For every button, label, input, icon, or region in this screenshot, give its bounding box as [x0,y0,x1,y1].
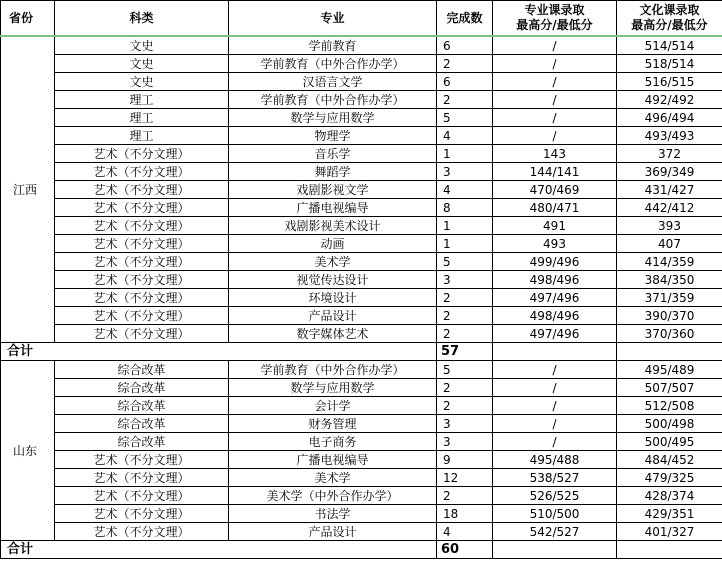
category-cell: 艺术（不分文理） [55,217,229,235]
completed-cell: 2 [437,325,493,343]
culture-score-cell: 492/492 [617,91,722,109]
table-body [1,36,722,559]
culture-score-cell: 370/360 [617,325,722,343]
header-completed: 完成数 [437,1,493,37]
completed-cell: 2 [437,289,493,307]
completed-cell: 2 [437,55,493,73]
major-score-cell: 497/496 [493,289,617,307]
culture-score-cell: 512/508 [617,397,722,415]
category-cell: 艺术（不分文理） [55,145,229,163]
completed-cell: 5 [437,253,493,271]
category-cell: 艺术（不分文理） [55,451,229,469]
completed-cell: 3 [437,271,493,289]
culture-score-cell: 428/374 [617,487,722,505]
table-row [1,91,722,109]
major-score-cell: 493 [493,235,617,253]
province-cell: 江西 [1,36,55,343]
major-cell: 戏剧影视文学 [229,181,437,199]
table-row [1,253,722,271]
header-culture-score-line2: 最高分/最低分 [631,18,708,32]
major-cell: 数学与应用数学 [229,109,437,127]
category-cell: 综合改革 [55,379,229,397]
table-row [1,55,722,73]
table-row [1,505,722,523]
header-major-score-line1: 专业课录取 [524,3,585,17]
culture-score-cell: 496/494 [617,109,722,127]
major-score-cell: 499/496 [493,253,617,271]
category-cell: 综合改革 [55,361,229,379]
category-cell: 艺术（不分文理） [55,487,229,505]
header-culture-score-line1: 文化课录取 [639,3,700,17]
major-score-cell: 144/141 [493,163,617,181]
major-cell: 广播电视编导 [229,451,437,469]
culture-score-cell: 393 [617,217,722,235]
major-cell: 物理学 [229,127,437,145]
category-cell: 艺术（不分文理） [55,181,229,199]
completed-cell: 4 [437,523,493,541]
table-row [1,397,722,415]
completed-cell: 3 [437,163,493,181]
major-cell: 书法学 [229,505,437,523]
culture-score-cell: 479/325 [617,469,722,487]
header-major-score [493,1,617,37]
category-cell: 文史 [55,55,229,73]
header-major: 专业 [229,1,437,37]
completed-cell: 2 [437,397,493,415]
culture-score-cell: 484/452 [617,451,722,469]
total-value: 60 [437,541,493,559]
major-score-cell: / [493,36,617,55]
completed-cell: 4 [437,127,493,145]
major-score-cell: / [493,415,617,433]
major-score-cell: / [493,397,617,415]
culture-score-cell: 495/489 [617,361,722,379]
category-cell: 理工 [55,109,229,127]
major-score-cell: 491 [493,217,617,235]
culture-score-cell: 518/514 [617,55,722,73]
major-cell: 音乐学 [229,145,437,163]
completed-cell: 2 [437,91,493,109]
major-score-cell: / [493,433,617,451]
major-score-cell: / [493,91,617,109]
completed-cell: 2 [437,379,493,397]
completed-cell: 3 [437,433,493,451]
culture-score-cell: 516/515 [617,73,722,91]
major-score-cell: 498/496 [493,307,617,325]
category-cell: 综合改革 [55,397,229,415]
category-cell: 艺术（不分文理） [55,523,229,541]
major-cell: 数学与应用数学 [229,379,437,397]
culture-score-cell: 372 [617,145,722,163]
table-row [1,307,722,325]
table-row [1,73,722,91]
major-score-cell: / [493,379,617,397]
major-cell: 学前教育（中外合作办学） [229,361,437,379]
culture-score-cell: 500/495 [617,433,722,451]
header-culture-score [617,1,722,37]
major-cell: 美术学 [229,469,437,487]
completed-cell: 1 [437,145,493,163]
major-score-cell: 480/471 [493,199,617,217]
major-cell: 财务管理 [229,415,437,433]
table-row [1,109,722,127]
major-cell: 广播电视编导 [229,199,437,217]
major-cell: 汉语言文学 [229,73,437,91]
category-cell: 文史 [55,36,229,55]
major-cell: 学前教育（中外合作办学） [229,55,437,73]
culture-score-cell: 371/359 [617,289,722,307]
major-score-cell: 470/469 [493,181,617,199]
major-score-cell: / [493,73,617,91]
table-row [1,163,722,181]
major-score-cell: / [493,127,617,145]
category-cell: 艺术（不分文理） [55,469,229,487]
table-row [1,469,722,487]
category-cell: 艺术（不分文理） [55,289,229,307]
culture-score-cell: 401/327 [617,523,722,541]
major-score-cell: 495/488 [493,451,617,469]
culture-score-cell: 442/412 [617,199,722,217]
completed-cell: 18 [437,505,493,523]
category-cell: 艺术（不分文理） [55,163,229,181]
major-cell: 美术学（中外合作办学） [229,487,437,505]
completed-cell: 5 [437,109,493,127]
culture-score-cell: 514/514 [617,36,722,55]
culture-score-cell: 384/350 [617,271,722,289]
table-row [1,523,722,541]
table-row [1,289,722,307]
header-major-score-line2: 最高分/最低分 [516,18,593,32]
major-cell: 环境设计 [229,289,437,307]
total-empty-cell [493,541,617,559]
completed-cell: 8 [437,199,493,217]
category-cell: 艺术（不分文理） [55,253,229,271]
header-category: 科类 [55,1,229,37]
completed-cell: 6 [437,36,493,55]
major-score-cell: 497/496 [493,325,617,343]
category-cell: 艺术（不分文理） [55,271,229,289]
culture-score-cell: 414/359 [617,253,722,271]
category-cell: 综合改革 [55,415,229,433]
major-cell: 美术学 [229,253,437,271]
completed-cell: 6 [437,73,493,91]
table-row [1,415,722,433]
major-cell: 视觉传达设计 [229,271,437,289]
major-score-cell: 143 [493,145,617,163]
culture-score-cell: 493/493 [617,127,722,145]
culture-score-cell: 507/507 [617,379,722,397]
completed-cell: 1 [437,235,493,253]
table-row [1,379,722,397]
completed-cell: 2 [437,487,493,505]
completed-cell: 4 [437,181,493,199]
major-score-cell: 526/525 [493,487,617,505]
total-empty-cell [617,541,722,559]
category-cell: 艺术（不分文理） [55,325,229,343]
total-label: 合计 [1,343,437,361]
culture-score-cell: 431/427 [617,181,722,199]
major-score-cell: 498/496 [493,271,617,289]
table-row [1,217,722,235]
table-row [1,145,722,163]
culture-score-cell: 407 [617,235,722,253]
major-cell: 舞蹈学 [229,163,437,181]
major-score-cell: / [493,55,617,73]
major-score-cell: 538/527 [493,469,617,487]
total-row [1,541,722,559]
total-label: 合计 [1,541,437,559]
completed-cell: 1 [437,217,493,235]
culture-score-cell: 429/351 [617,505,722,523]
category-cell: 艺术（不分文理） [55,199,229,217]
completed-cell: 12 [437,469,493,487]
table-row [1,181,722,199]
completed-cell: 5 [437,361,493,379]
table-row [1,271,722,289]
table-row [1,451,722,469]
major-cell: 产品设计 [229,307,437,325]
category-cell: 艺术（不分文理） [55,307,229,325]
table-row [1,433,722,451]
category-cell: 文史 [55,73,229,91]
category-cell: 理工 [55,127,229,145]
culture-score-cell: 500/498 [617,415,722,433]
table-row [1,127,722,145]
major-cell: 数字媒体艺术 [229,325,437,343]
table-row [1,36,722,55]
table-row [1,325,722,343]
major-cell: 产品设计 [229,523,437,541]
major-cell: 学前教育（中外合作办学） [229,91,437,109]
category-cell: 艺术（不分文理） [55,235,229,253]
completed-cell: 3 [437,415,493,433]
major-cell: 电子商务 [229,433,437,451]
category-cell: 艺术（不分文理） [55,505,229,523]
total-empty-cell [493,343,617,361]
completed-cell: 9 [437,451,493,469]
header-row [1,1,722,37]
culture-score-cell: 390/370 [617,307,722,325]
major-score-cell: / [493,361,617,379]
table-row [1,235,722,253]
table-row [1,361,722,379]
completed-cell: 2 [437,307,493,325]
major-score-cell: 542/527 [493,523,617,541]
province-cell: 山东 [1,361,55,541]
total-row [1,343,722,361]
culture-score-cell: 369/349 [617,163,722,181]
major-score-cell: / [493,109,617,127]
major-score-cell: 510/500 [493,505,617,523]
major-cell: 学前教育 [229,36,437,55]
major-cell: 戏剧影视美术设计 [229,217,437,235]
category-cell: 综合改革 [55,433,229,451]
category-cell: 理工 [55,91,229,109]
major-cell: 会计学 [229,397,437,415]
header-province: 省份 [1,1,55,37]
table-row [1,199,722,217]
table-row [1,487,722,505]
major-cell: 动画 [229,235,437,253]
total-value: 57 [437,343,493,361]
total-empty-cell [617,343,722,361]
